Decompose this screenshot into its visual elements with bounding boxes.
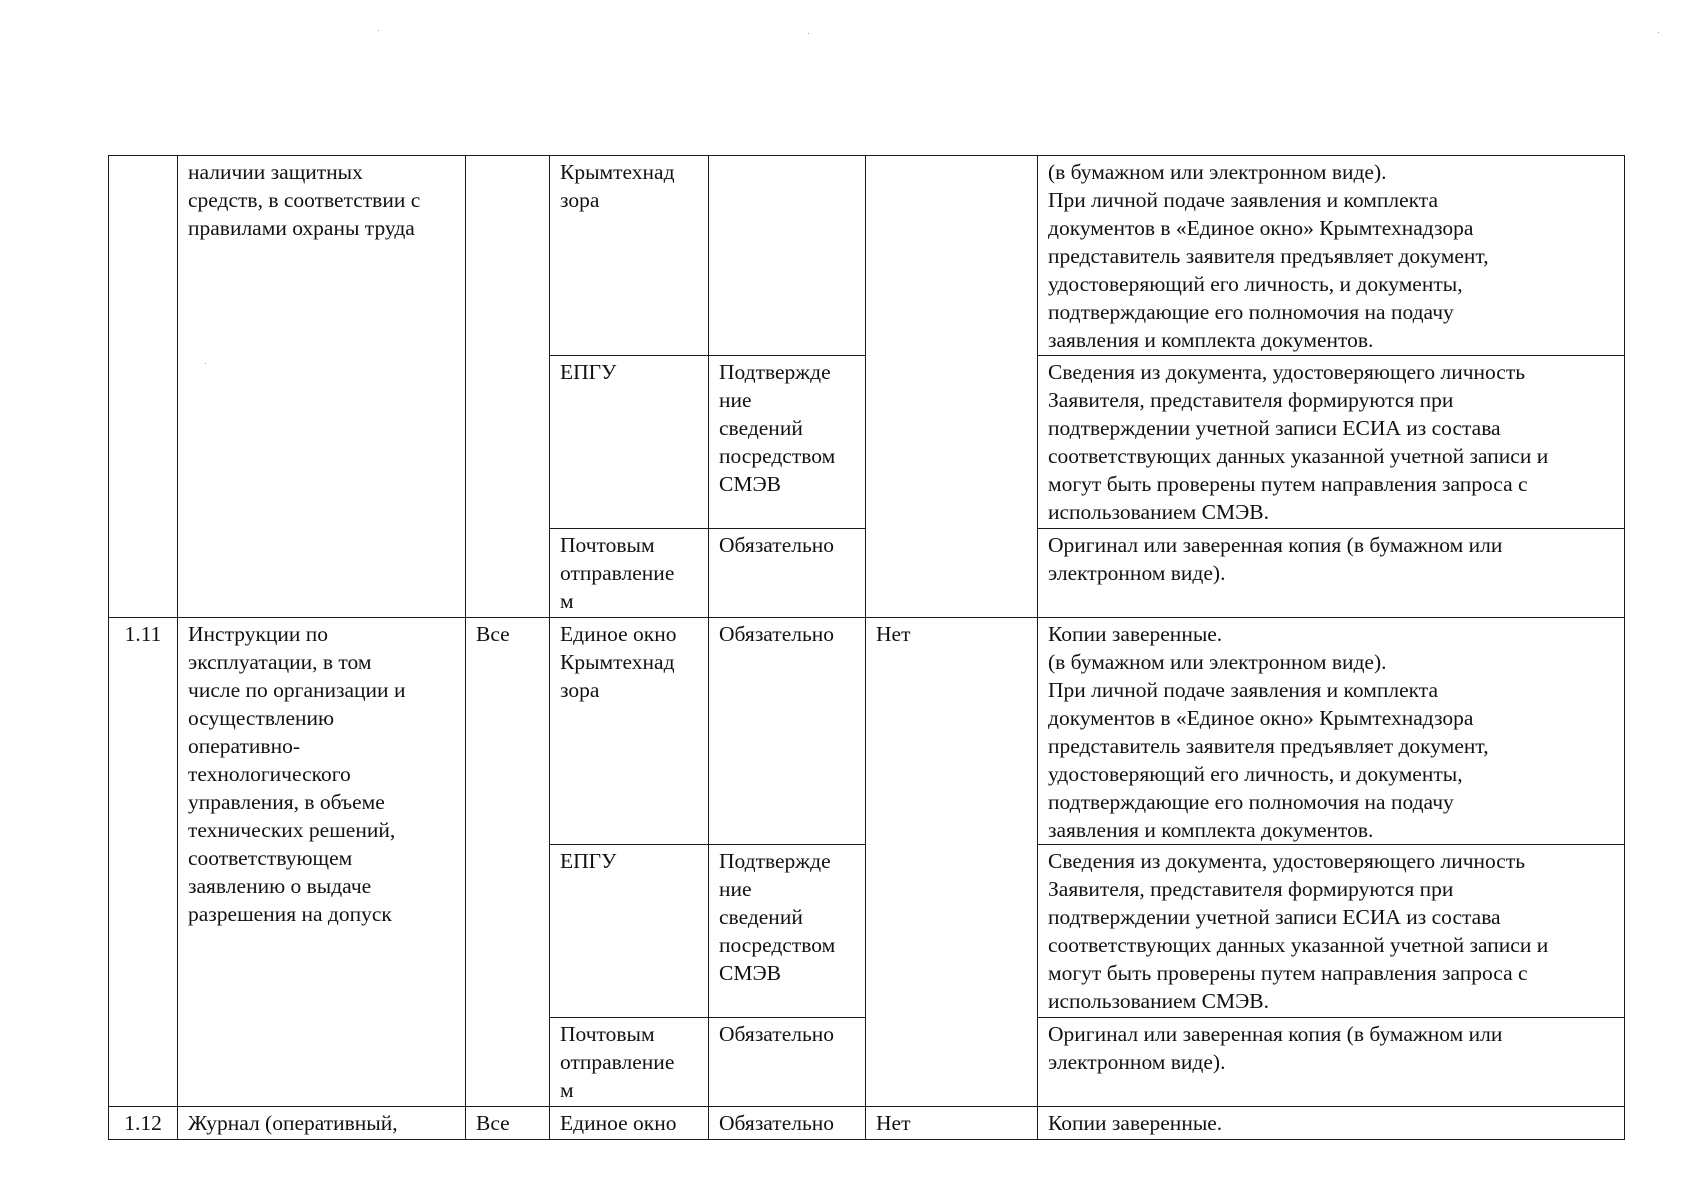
text-line: отправление [560,1050,675,1074]
table-row [109,618,1625,845]
text-line: наличии защитных [188,160,363,184]
text-line: представитель заявителя предъявляет документ, [1048,734,1489,758]
text-line: Оригинал или заверенная копия (в бумажном или [1048,1022,1503,1046]
text-line: При личной подаче заявления и комплекта [1048,188,1438,212]
text-line: Заявителя, представителя формируются при [1048,388,1454,412]
text-line: Оригинал или заверенная копия (в бумажном или [1048,533,1503,557]
text-line: При личной подаче заявления и комплекта [1048,678,1438,702]
text-line: использованием СМЭВ. [1048,500,1269,524]
scan-speck [1658,32,1659,33]
document-name-cell [178,156,466,618]
submission-channel-cell [550,356,709,529]
additional-flag-cell [866,156,1038,618]
text-line: Единое окно [560,1111,677,1135]
submission-notes-cell [1038,529,1625,618]
scan-speck [205,363,206,364]
text-line: Копии заверенные. [1048,1111,1223,1135]
text-line: могут быть проверены путем направления запроса с [1048,472,1528,496]
submission-channel-cell [550,1018,709,1107]
text-line: Сведения из документа, удостоверяющего личность [1048,360,1526,384]
applicant-category-cell [466,156,550,618]
text-line: документов в «Единое окно» Крымтехнадзора [1048,706,1474,730]
text-line: (в бумажном или электронном виде). [1048,160,1387,184]
text-line: соответствующем [188,846,353,870]
text-line: электронном виде). [1048,1050,1226,1074]
text-line: Подтвержде [719,849,831,873]
text-line: зора [560,188,600,212]
submission-notes-cell [1038,356,1625,529]
requirement-cell [709,156,866,356]
submission-notes-cell [1038,618,1625,845]
text-line: средств, в соответствии с [188,188,421,212]
table-row [109,1107,1625,1140]
text-line: технологического [188,762,351,786]
text-line: сведений [719,905,803,929]
text-line: Крымтехнад [560,160,675,184]
text-line: посредством [719,933,836,957]
text-line: документов в «Единое окно» Крымтехнадзора [1048,216,1474,240]
text-line: Крымтехнад [560,650,675,674]
text-line: эксплуатации, в том [188,650,372,674]
requirement-cell [709,1107,866,1140]
text-line: ЕПГУ [560,360,617,384]
requirement-cell [709,1018,866,1107]
text-line: подтверждающие его полномочия на подачу [1048,300,1454,324]
scan-speck [378,30,379,31]
text-line: удостоверяющий его личность, и документы, [1048,762,1463,786]
text-line: Почтовым [560,533,655,557]
text-line: представитель заявителя предъявляет документ, [1048,244,1489,268]
text-line: Заявителя, представителя формируются при [1048,877,1454,901]
text-line: ЕПГУ [560,849,617,873]
requirement-cell [709,356,866,529]
text-line: разрешения на допуск [188,902,392,926]
item-number-cell: 1.12 [109,1107,178,1140]
submission-notes-cell [1038,156,1625,356]
document-name-cell [178,618,466,1107]
text-line: СМЭВ [719,472,781,496]
item-number-cell: 1.11 [109,618,178,1107]
submission-notes-cell [1038,845,1625,1018]
submission-notes-cell [1038,1018,1625,1107]
text-line: соответствующих данных указанной учетной записи и [1048,933,1549,957]
document-name-cell [178,1107,466,1140]
text-line: Обязательно [719,533,835,557]
applicant-category-cell: Все [466,1107,550,1140]
text-line: подтверждении учетной записи ЕСИА из состава [1048,905,1501,929]
text-line: зора [560,678,600,702]
text-line: оперативно- [188,734,301,758]
text-line: Обязательно [719,1022,835,1046]
submission-channel-cell [550,845,709,1018]
text-line: (в бумажном или электронном виде). [1048,650,1387,674]
additional-flag-cell: Нет [866,618,1038,1107]
table-body [109,156,1625,1140]
text-line: подтверждающие его полномочия на подачу [1048,790,1454,814]
text-line: м [560,1078,574,1102]
submission-channel-cell [550,529,709,618]
requirement-cell [709,845,866,1018]
submission-channel-cell [550,156,709,356]
text-line: Обязательно [719,622,835,646]
text-line: Обязательно [719,1111,835,1135]
item-number-cell [109,156,178,618]
text-line: технических решений, [188,818,396,842]
requirement-cell [709,529,866,618]
text-line: Единое окно [560,622,677,646]
text-line: м [560,589,574,613]
submission-channel-cell [550,1107,709,1140]
applicant-category-cell: Все [466,618,550,1107]
text-line: правилами охраны труда [188,216,415,240]
requirement-cell [709,618,866,845]
text-line: соответствующих данных указанной учетной записи и [1048,444,1549,468]
additional-flag-cell: Нет [866,1107,1038,1140]
text-line: осуществлению [188,706,335,730]
text-line: ние [719,877,752,901]
text-line: электронном виде). [1048,561,1226,585]
text-line: числе по организации и [188,678,406,702]
table-row [109,156,1625,356]
text-line: отправление [560,561,675,585]
scan-speck [808,33,809,34]
submission-channel-cell [550,618,709,845]
text-line: Почтовым [560,1022,655,1046]
text-line: Сведения из документа, удостоверяющего личность [1048,849,1526,873]
submission-notes-cell [1038,1107,1625,1140]
text-line: управления, в объеме [188,790,385,814]
document-requirements-table [108,155,1625,1140]
text-line: удостоверяющий его личность, и документы, [1048,272,1463,296]
text-line: заявления и комплекта документов. [1048,818,1374,842]
text-line: заявления и комплекта документов. [1048,328,1374,352]
text-line: Подтвержде [719,360,831,384]
text-line: Журнал (оперативный, [188,1111,398,1135]
text-line: сведений [719,416,803,440]
text-line: Копии заверенные. [1048,622,1223,646]
text-line: СМЭВ [719,961,781,985]
text-line: заявлению о выдаче [188,874,372,898]
text-line: подтверждении учетной записи ЕСИА из состава [1048,416,1501,440]
text-line: Инструкции по [188,622,329,646]
text-line: посредством [719,444,836,468]
text-line: использованием СМЭВ. [1048,989,1269,1013]
text-line: ние [719,388,752,412]
text-line: могут быть проверены путем направления запроса с [1048,961,1528,985]
